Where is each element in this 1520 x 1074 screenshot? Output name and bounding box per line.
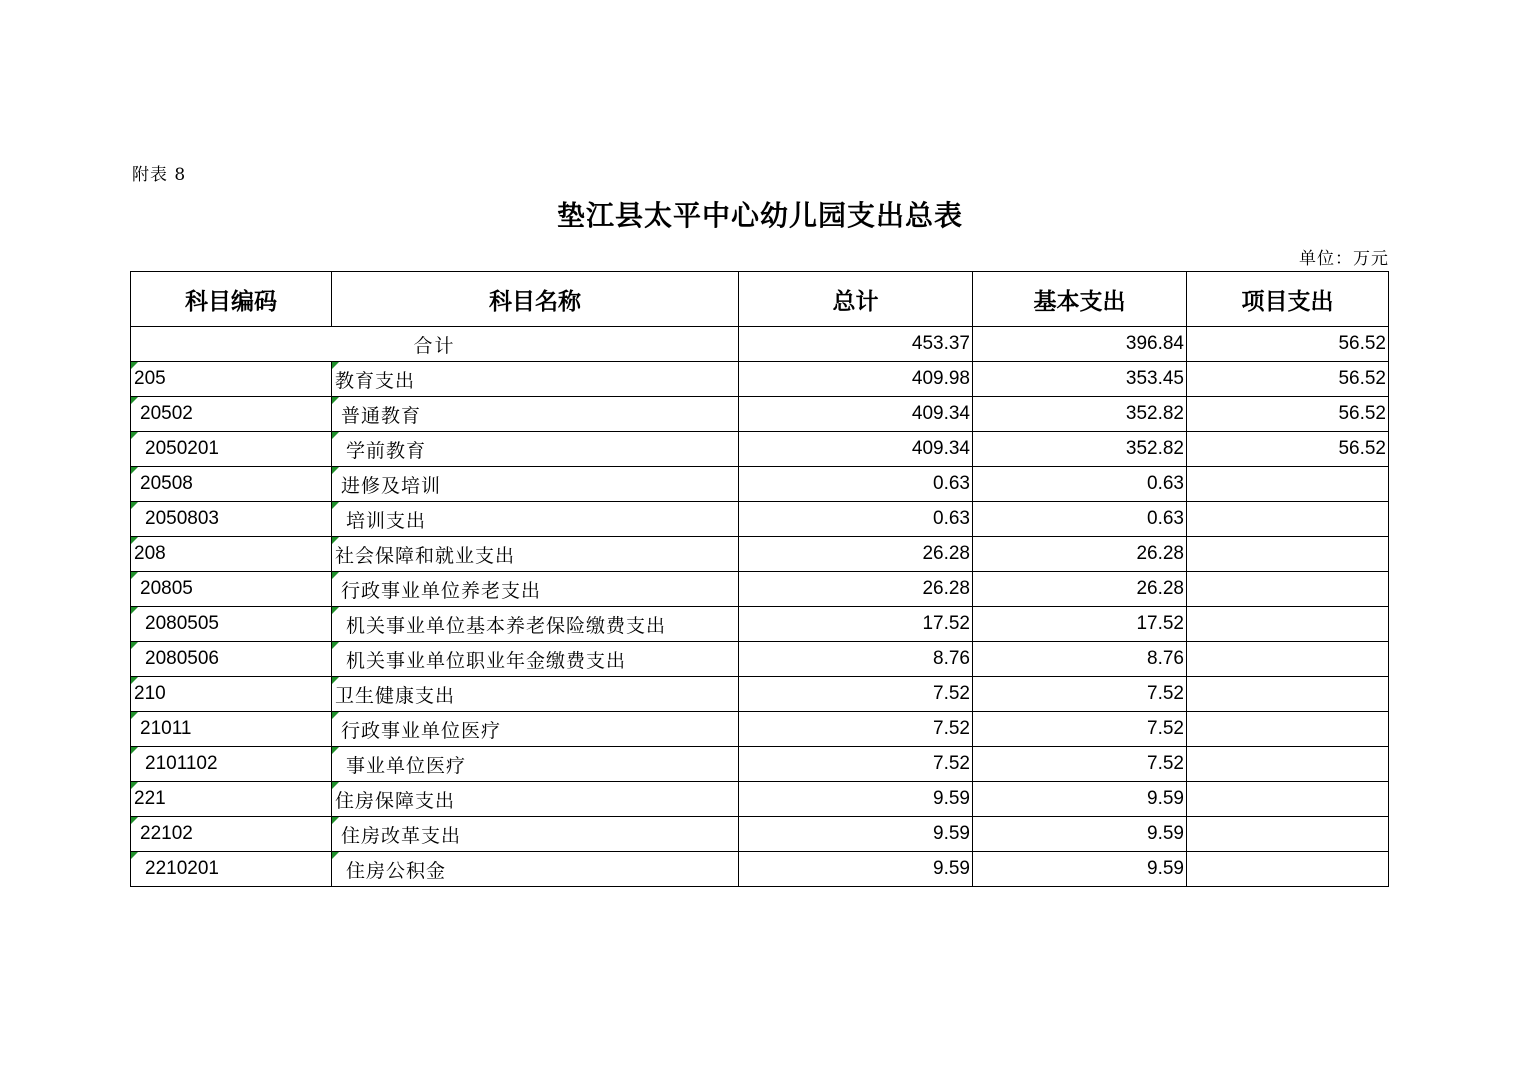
row-name-text: 行政事业单位养老支出: [341, 579, 542, 602]
cell-marker-icon: [131, 432, 138, 439]
row-total: [739, 607, 973, 642]
row-basic: [973, 817, 1187, 852]
cell-marker-icon: [131, 677, 138, 684]
row-total-text: 17.52: [922, 613, 970, 634]
row-code-text: 20508: [140, 473, 193, 494]
row-code-text: 2080505: [145, 613, 219, 634]
row-basic: [973, 397, 1187, 432]
cell-marker-icon: [332, 502, 339, 509]
row-project: [1187, 607, 1389, 642]
row-name-text: 教育支出: [335, 369, 416, 392]
row-name-text: 行政事业单位医疗: [341, 719, 502, 742]
cell-marker-icon: [332, 642, 339, 649]
cell-marker-icon: [131, 712, 138, 719]
row-total-text: 409.34: [911, 438, 970, 459]
table-row: [131, 852, 1389, 887]
row-name-text: 学前教育: [346, 439, 427, 462]
cell-marker-icon: [332, 362, 339, 369]
row-code: [131, 362, 332, 397]
cell-marker-icon: [131, 362, 138, 369]
cell-marker-icon: [332, 432, 339, 439]
row-name-text: 卫生健康支出: [335, 684, 456, 707]
cell-marker-icon: [332, 397, 339, 404]
column-header-project: 项目支出: [1187, 272, 1389, 327]
row-total-text: 7.52: [933, 683, 970, 704]
row-basic-text: 9.59: [1147, 858, 1184, 879]
row-total: [739, 817, 973, 852]
row-name: [332, 782, 739, 817]
row-project-text: 56.52: [1338, 368, 1386, 389]
row-basic: [973, 502, 1187, 537]
row-code: [131, 782, 332, 817]
row-name-text: 住房保障支出: [335, 789, 456, 812]
row-basic-text: 9.59: [1147, 823, 1184, 844]
row-code: [131, 467, 332, 502]
row-basic-text: 26.28: [1136, 543, 1184, 564]
row-basic-text: 8.76: [1147, 648, 1184, 669]
cell-marker-icon: [332, 537, 339, 544]
row-code-text: 210: [134, 683, 166, 704]
row-code-text: 22102: [140, 823, 193, 844]
table-row: [131, 467, 1389, 502]
row-code-text: 2080506: [145, 648, 219, 669]
row-code-text: 2210201: [145, 858, 219, 879]
cell-marker-icon: [332, 747, 339, 754]
row-project: [1187, 747, 1389, 782]
row-project: [1187, 712, 1389, 747]
row-basic-text: 0.63: [1147, 473, 1184, 494]
row-project: [1187, 817, 1389, 852]
row-name-text: 机关事业单位基本养老保险缴费支出: [346, 614, 667, 637]
column-header-code: 科目编码: [131, 272, 332, 327]
row-code-text: 205: [134, 368, 166, 389]
row-basic: [973, 432, 1187, 467]
row-project-text: 56.52: [1338, 403, 1386, 424]
row-name: [332, 677, 739, 712]
row-name-text: 培训支出: [346, 509, 427, 532]
row-total-text: 9.59: [933, 788, 970, 809]
row-name: [332, 572, 739, 607]
table-row: [131, 537, 1389, 572]
row-total-text: 8.76: [933, 648, 970, 669]
row-total-text: 0.63: [933, 473, 970, 494]
table-row: [131, 432, 1389, 467]
row-basic-text: 7.52: [1147, 683, 1184, 704]
row-code: [131, 502, 332, 537]
row-basic: [973, 852, 1187, 887]
row-basic: [973, 362, 1187, 397]
cell-marker-icon: [131, 852, 138, 859]
row-total: [739, 362, 973, 397]
table-row: [131, 642, 1389, 677]
row-basic: [973, 537, 1187, 572]
row-basic-text: 352.82: [1125, 403, 1184, 424]
cell-marker-icon: [332, 817, 339, 824]
row-project: [1187, 432, 1389, 467]
row-basic-text: 17.52: [1136, 613, 1184, 634]
row-project-text: 56.52: [1338, 438, 1386, 459]
table-row: [131, 572, 1389, 607]
row-name: [332, 397, 739, 432]
row-project: [1187, 467, 1389, 502]
cell-marker-icon: [131, 607, 138, 614]
row-project: [1187, 677, 1389, 712]
row-basic: [973, 607, 1187, 642]
row-code: [131, 852, 332, 887]
row-total: [739, 572, 973, 607]
row-total: [739, 852, 973, 887]
row-name-text: 住房改革支出: [341, 824, 462, 847]
row-code: [131, 607, 332, 642]
total-cell-total: 453.37: [739, 327, 973, 362]
appendix-label: 附表 8: [132, 165, 187, 185]
row-basic-text: 352.82: [1125, 438, 1184, 459]
cell-marker-icon: [332, 467, 339, 474]
row-name: [332, 432, 739, 467]
row-total: [739, 712, 973, 747]
row-name: [332, 817, 739, 852]
table-row: [131, 677, 1389, 712]
table-row: [131, 502, 1389, 537]
total-label: 合计: [131, 327, 739, 362]
cell-marker-icon: [332, 572, 339, 579]
row-code: [131, 677, 332, 712]
row-total: [739, 782, 973, 817]
cell-marker-icon: [332, 782, 339, 789]
row-total: [739, 677, 973, 712]
cell-marker-icon: [131, 572, 138, 579]
cell-marker-icon: [332, 607, 339, 614]
row-total-text: 409.34: [911, 403, 970, 424]
row-name: [332, 362, 739, 397]
row-project: [1187, 852, 1389, 887]
row-name-text: 住房公积金: [346, 859, 447, 882]
column-header-basic: 基本支出: [973, 272, 1187, 327]
row-total: [739, 642, 973, 677]
row-basic: [973, 712, 1187, 747]
table-row: [131, 747, 1389, 782]
row-code: [131, 397, 332, 432]
row-name: [332, 502, 739, 537]
row-code: [131, 572, 332, 607]
cell-marker-icon: [332, 677, 339, 684]
row-project: [1187, 537, 1389, 572]
row-name-text: 进修及培训: [341, 474, 442, 497]
cell-marker-icon: [131, 747, 138, 754]
page-title: 垫江县太平中心幼儿园支出总表: [556, 199, 963, 232]
row-code-text: 221: [134, 788, 166, 809]
row-total-text: 26.28: [922, 543, 970, 564]
row-code: [131, 642, 332, 677]
row-code: [131, 537, 332, 572]
column-header-total: 总计: [739, 272, 973, 327]
row-code-text: 208: [134, 543, 166, 564]
table-row: [131, 397, 1389, 432]
row-total: [739, 397, 973, 432]
row-code-text: 20805: [140, 578, 193, 599]
row-project: [1187, 572, 1389, 607]
row-basic: [973, 747, 1187, 782]
row-project: [1187, 782, 1389, 817]
row-project: [1187, 642, 1389, 677]
row-project: [1187, 397, 1389, 432]
row-total: [739, 537, 973, 572]
row-total-text: 9.59: [933, 858, 970, 879]
cell-marker-icon: [131, 397, 138, 404]
row-code-text: 2050201: [145, 438, 219, 459]
table-row: [131, 782, 1389, 817]
row-name-text: 社会保障和就业支出: [335, 544, 516, 567]
cell-marker-icon: [332, 712, 339, 719]
table-header-row: [131, 272, 1389, 327]
row-total-text: 0.63: [933, 508, 970, 529]
row-basic: [973, 677, 1187, 712]
row-code: [131, 747, 332, 782]
row-code: [131, 817, 332, 852]
table-row: [131, 607, 1389, 642]
row-code-text: 2101102: [145, 753, 218, 774]
row-project: [1187, 502, 1389, 537]
cell-marker-icon: [131, 782, 138, 789]
total-cell-basic: 396.84: [973, 327, 1187, 362]
table-row: [131, 362, 1389, 397]
expenditure-table: [130, 271, 1389, 887]
row-total-text: 7.52: [933, 753, 970, 774]
cell-marker-icon: [131, 502, 138, 509]
row-basic-text: 7.52: [1147, 753, 1184, 774]
row-name: [332, 467, 739, 502]
row-name: [332, 712, 739, 747]
row-code-text: 2050803: [145, 508, 219, 529]
unit-label: 单位：万元: [1299, 249, 1389, 269]
cell-marker-icon: [131, 467, 138, 474]
row-total-text: 7.52: [933, 718, 970, 739]
cell-marker-icon: [131, 537, 138, 544]
row-name: [332, 607, 739, 642]
row-basic-text: 9.59: [1147, 788, 1184, 809]
cell-marker-icon: [131, 817, 138, 824]
row-name-text: 事业单位医疗: [346, 754, 467, 777]
row-total: [739, 467, 973, 502]
row-total-text: 409.98: [911, 368, 970, 389]
row-project: [1187, 362, 1389, 397]
row-name-text: 普通教育: [341, 404, 422, 427]
row-name: [332, 537, 739, 572]
row-total-text: 9.59: [933, 823, 970, 844]
row-name-text: 机关事业单位职业年金缴费支出: [346, 649, 627, 672]
row-total: [739, 502, 973, 537]
table-row: [131, 712, 1389, 747]
total-row: [131, 327, 1389, 362]
table-row: [131, 817, 1389, 852]
row-total: [739, 432, 973, 467]
cell-marker-icon: [332, 852, 339, 859]
row-basic-text: 353.45: [1125, 368, 1184, 389]
row-total: [739, 747, 973, 782]
row-basic-text: 0.63: [1147, 508, 1184, 529]
row-basic-text: 26.28: [1136, 578, 1184, 599]
column-header-name: 科目名称: [332, 272, 739, 327]
row-basic: [973, 467, 1187, 502]
row-basic-text: 7.52: [1147, 718, 1184, 739]
row-name: [332, 747, 739, 782]
row-total-text: 26.28: [922, 578, 970, 599]
row-code: [131, 712, 332, 747]
row-code: [131, 432, 332, 467]
row-basic: [973, 782, 1187, 817]
row-code-text: 21011: [140, 718, 192, 739]
row-code-text: 20502: [140, 403, 193, 424]
row-name: [332, 852, 739, 887]
row-basic: [973, 572, 1187, 607]
total-cell-project: 56.52: [1187, 327, 1389, 362]
row-name: [332, 642, 739, 677]
cell-marker-icon: [131, 642, 138, 649]
row-basic: [973, 642, 1187, 677]
